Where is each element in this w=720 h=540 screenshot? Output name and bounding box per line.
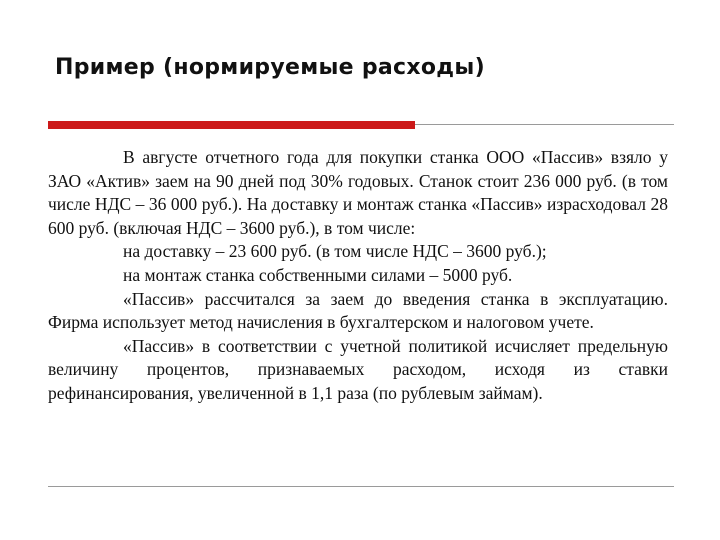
- paragraph-intro: В августе отчетного года для покупки станка ООО «Пассив» взяло у ЗАО «Актив» заем на 90 дней под 30% годовых. Станок стоит 236 000 руб. (в том числе НДС – 36 000 руб.). На доставку и монтаж станка «Пассив» израсходовал 28 600 руб. (включая НДС – 3600 руб.), в том числе:: [48, 147, 668, 238]
- paragraph-installation: на монтаж станка собственными силами – 5000 руб.: [123, 264, 513, 285]
- bottom-divider-line: [48, 486, 674, 487]
- slide-title: Пример (нормируемые расходы): [55, 55, 485, 80]
- paragraph-loan-repayment: «Пассив» рассчитался за заем до введения станка в эксплуатацию. Фирма использует метод начисления в бухгалтерском и налоговом учете.: [48, 288, 668, 333]
- paragraph-delivery: на доставку – 23 600 руб. (в том числе НДС – 3600 руб.);: [123, 241, 547, 262]
- paragraph-interest-policy: «Пассив» в соответствии с учетной политикой исчисляет предельную величину процентов, признаваемых расходом, исходя из ставки рефинансирования, увеличенной в 1,1 раза (по рублевым займам).: [48, 335, 668, 403]
- slide-body: [48, 146, 668, 406]
- red-accent-bar: [48, 121, 415, 129]
